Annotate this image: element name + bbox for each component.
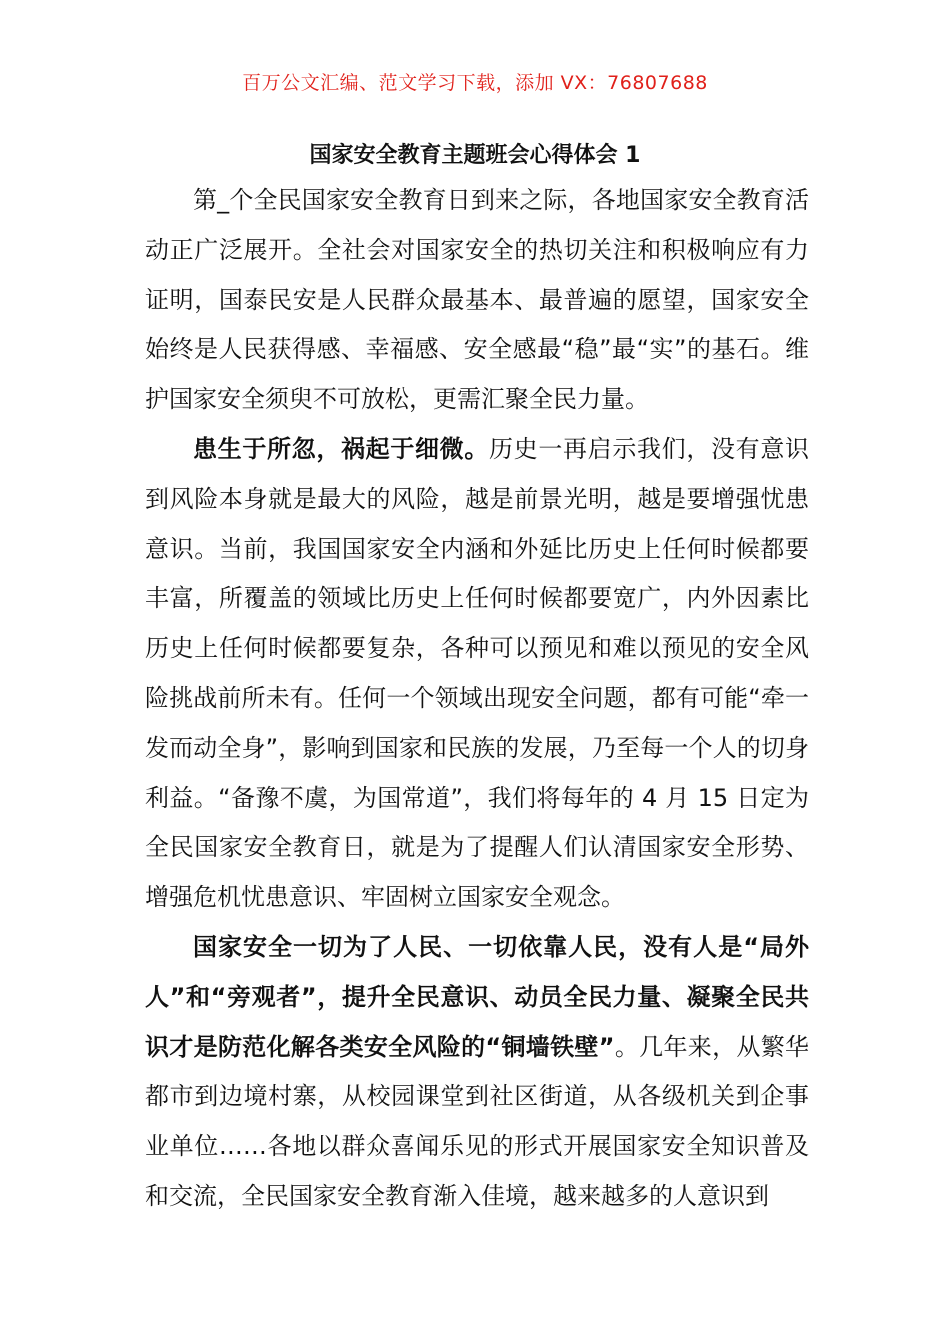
paragraph-2-text: 历史一再启示我们，没有意识到风险本身就是最大的风险，越是前景光明，越是要增强忧患意识。当前，我国国家安全内涵和外延比历史上任何时候都要丰富，所覆盖的领域比历史上任何时候都要宽广，内外因素比历史上任何时候都要复杂，各种可以预见和难以预见的安全风险挑战前所未有。任何一个领域出现安全问题，都有可能“牵一发而动全身”，影响到国家和民族的发展，乃至每一个人的切身利益。“备豫不虞，为国常道”，我们将每年的 4 月 15 日定为全民国家安全教育日，就是为了提醒人们认清国家安全形势、增强危机忧患意识、牢固树立国家安全观念。 xyxy=(145,434,809,912)
paragraph-1-text: 第_个全民国家安全教育日到来之际，各地国家安全教育活动正广泛展开。全社会对国家安全的热切关注和积极响应有力证明，国泰民安是人民群众最基本、最普遍的愿望，国家安全始终是人民获得感、幸福感、安全感最“稳”最“实”的基石。维护国家安全须臾不可放松，更需汇聚全民力量。 xyxy=(145,186,809,414)
paragraph-2-lead: 患生于所忽，祸起于细微。 xyxy=(193,434,489,463)
download-notice: 百万公文汇编、范文学习下载，添加 VX：76807688 xyxy=(242,72,708,94)
paragraph-3-text: 。几年来，从繁华都市到边境村寨，从校园课堂到社区街道，从各级机关到企事业单位……各地以群众喜闻乐见的形式开展国家安全知识普及和交流，全民国家安全教育渐入佳境，越来越多的人意识到 xyxy=(145,1032,810,1210)
document-title: 国家安全教育主题班会心得体会 1 xyxy=(309,143,641,168)
paragraph-1 xyxy=(145,176,809,425)
paragraph-2 xyxy=(145,425,809,923)
paragraph-3-lead: 国家安全一切为了人民、一切依靠人民，没有人是“局外人”和“旁观者”，提升全民意识、动员全民力量、凝聚全民共识才是防范化解各类安全风险的“铜墙铁壁” xyxy=(145,932,809,1061)
paragraph-3 xyxy=(145,923,809,1222)
document-body xyxy=(145,176,809,1222)
